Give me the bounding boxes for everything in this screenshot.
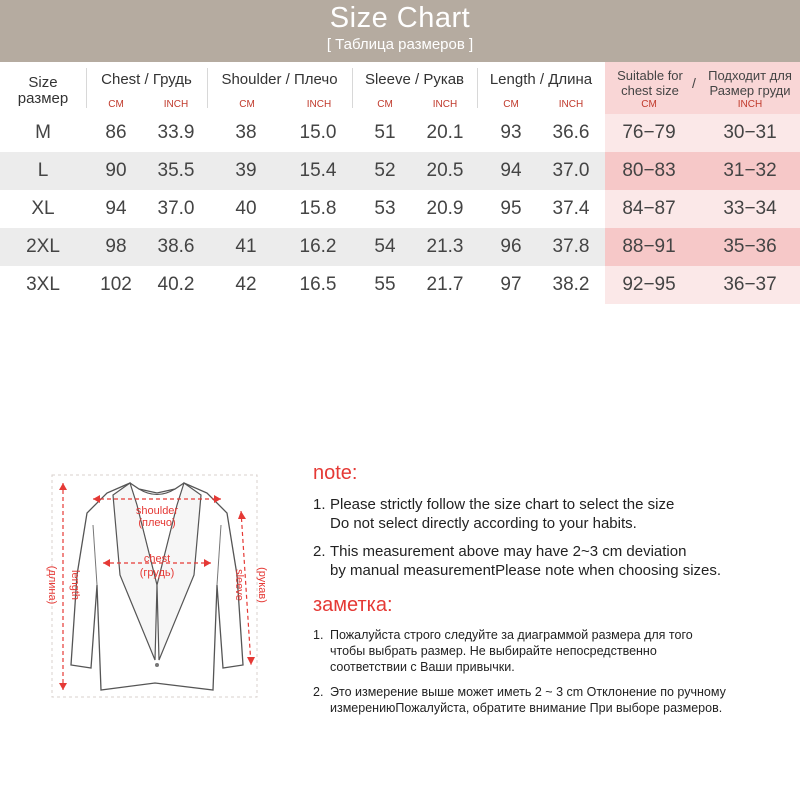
shoulder-ru-label: (плечо) bbox=[138, 517, 176, 529]
value-cell: 94 bbox=[105, 198, 127, 219]
value-cell: 37.8 bbox=[552, 236, 590, 257]
value-cell: 52 bbox=[374, 160, 396, 181]
value-cell: 55 bbox=[374, 274, 396, 295]
unit-label: CM bbox=[239, 99, 255, 110]
sleeve-label: sleeve bbox=[233, 569, 245, 601]
size-cell: 3XL bbox=[26, 274, 60, 295]
chest-fit-cell: 30−31 bbox=[723, 122, 777, 143]
unit-label: CM bbox=[108, 99, 124, 110]
value-cell: 20.1 bbox=[426, 122, 464, 143]
unit-label: INCH bbox=[737, 99, 763, 110]
sleeve-ru-label: (рукав) bbox=[256, 567, 268, 603]
table-header bbox=[0, 62, 800, 114]
value-cell: 39 bbox=[235, 160, 257, 181]
note-item: 1. Please strictly follow the size chart to select the size Do not select directly according to your habits. bbox=[313, 496, 675, 532]
value-cell: 35.5 bbox=[157, 160, 195, 181]
value-cell: 21.7 bbox=[426, 274, 464, 295]
value-cell: 86 bbox=[105, 122, 127, 143]
chest-fit-cell: 31−32 bbox=[723, 160, 777, 181]
value-cell: 93 bbox=[500, 122, 522, 143]
size-column-header: Size размер bbox=[17, 74, 69, 107]
value-cell: 40 bbox=[235, 198, 257, 219]
jacket-illustration bbox=[25, 465, 295, 705]
chest-fit-cell: 88−91 bbox=[622, 236, 676, 257]
page-title: Size Chart bbox=[329, 2, 471, 34]
table-row bbox=[0, 114, 800, 152]
chest-fit-cell: 33−34 bbox=[723, 198, 777, 219]
unit-label: CM bbox=[377, 99, 393, 110]
table-row bbox=[0, 190, 800, 228]
chest-fit-cell: 84−87 bbox=[622, 198, 676, 219]
value-cell: 51 bbox=[374, 122, 396, 143]
value-cell: 15.4 bbox=[299, 160, 337, 181]
value-cell: 102 bbox=[100, 274, 132, 295]
ru-note-item: 2. Это измерение выше может иметь 2 ~ 3 cm Отклонение по ручному измерениюПожалуйста, обратите внимание При выборе размеров. bbox=[313, 685, 726, 715]
chest-fit-cell: 80−83 bbox=[622, 160, 676, 181]
sleeve-column-header: Sleeve / Рукав CM INCH bbox=[352, 62, 477, 114]
page-subtitle: [ Таблица размеров ] bbox=[326, 36, 474, 53]
note-title: note: bbox=[313, 462, 358, 484]
value-cell: 94 bbox=[500, 160, 522, 181]
chest-ru-label: (грудь) bbox=[139, 567, 175, 579]
value-cell: 15.0 bbox=[299, 122, 337, 143]
value-cell: 38.6 bbox=[157, 236, 195, 257]
length-column-header: Length / Длина CM INCH bbox=[477, 62, 605, 114]
value-cell: 53 bbox=[374, 198, 396, 219]
value-cell: 15.8 bbox=[299, 198, 337, 219]
value-cell: 37.0 bbox=[157, 198, 195, 219]
table-row bbox=[0, 266, 800, 304]
unit-label: INCH bbox=[163, 99, 189, 110]
unit-label: CM bbox=[641, 99, 657, 110]
length-ru-label: (длина) bbox=[46, 565, 58, 605]
table-row bbox=[0, 152, 800, 190]
size-cell: XL bbox=[31, 198, 55, 219]
value-cell: 95 bbox=[500, 198, 522, 219]
value-cell: 16.5 bbox=[299, 274, 337, 295]
shoulder-column-header: Shoulder / Плечо CM INCH bbox=[207, 62, 352, 114]
note-item: 2. This measurement above may have 2~3 cm deviation by manual measurementPlease note when choosing sizes. bbox=[313, 543, 722, 579]
value-cell: 42 bbox=[235, 274, 257, 295]
shoulder-label: shoulder bbox=[135, 505, 179, 517]
chest-column-header: Chest / Грудь CM INCH bbox=[86, 62, 207, 114]
unit-label: INCH bbox=[558, 99, 584, 110]
size-cell: L bbox=[37, 160, 49, 181]
value-cell: 98 bbox=[105, 236, 127, 257]
size-cell: M bbox=[35, 122, 51, 143]
unit-label: CM bbox=[503, 99, 519, 110]
chest-fit-cell: 76−79 bbox=[622, 122, 676, 143]
value-cell: 21.3 bbox=[426, 236, 464, 257]
value-cell: 16.2 bbox=[299, 236, 337, 257]
value-cell: 38 bbox=[235, 122, 257, 143]
value-cell: 96 bbox=[500, 236, 522, 257]
value-cell: 33.9 bbox=[157, 122, 195, 143]
value-cell: 40.2 bbox=[157, 274, 195, 295]
value-cell: 38.2 bbox=[552, 274, 590, 295]
ru-note-item: 1. Пожалуйста строго следуйте за диаграммой размера для того чтобы выбрать размер. Не выбирайте непосредственно соответствии с Ваши привычки. bbox=[313, 628, 693, 674]
notes-section bbox=[313, 462, 793, 725]
value-cell: 20.5 bbox=[426, 160, 464, 181]
chest-fit-cell: 35−36 bbox=[723, 236, 777, 257]
size-cell: 2XL bbox=[26, 236, 60, 257]
length-label: length bbox=[69, 570, 81, 600]
value-cell: 97 bbox=[500, 274, 522, 295]
value-cell: 37.0 bbox=[552, 160, 590, 181]
chest-fit-cell: 92−95 bbox=[622, 274, 676, 295]
garment-measurement-diagram bbox=[25, 465, 295, 705]
value-cell: 36.6 bbox=[552, 122, 590, 143]
unit-label: INCH bbox=[432, 99, 458, 110]
header-banner bbox=[0, 0, 800, 62]
value-cell: 54 bbox=[374, 236, 396, 257]
chest-fit-cell: 36−37 bbox=[723, 274, 777, 295]
chest-label: chest bbox=[143, 553, 171, 565]
value-cell: 41 bbox=[235, 236, 257, 257]
value-cell: 20.9 bbox=[426, 198, 464, 219]
table-row bbox=[0, 228, 800, 266]
chest-fit-column-header: Suitable for chest size / Подходит для Размер груди CM INCH bbox=[605, 62, 800, 114]
value-cell: 90 bbox=[105, 160, 127, 181]
ru-note-title: заметка: bbox=[313, 594, 393, 616]
size-table bbox=[0, 62, 800, 304]
value-cell: 37.4 bbox=[552, 198, 590, 219]
unit-label: INCH bbox=[306, 99, 332, 110]
